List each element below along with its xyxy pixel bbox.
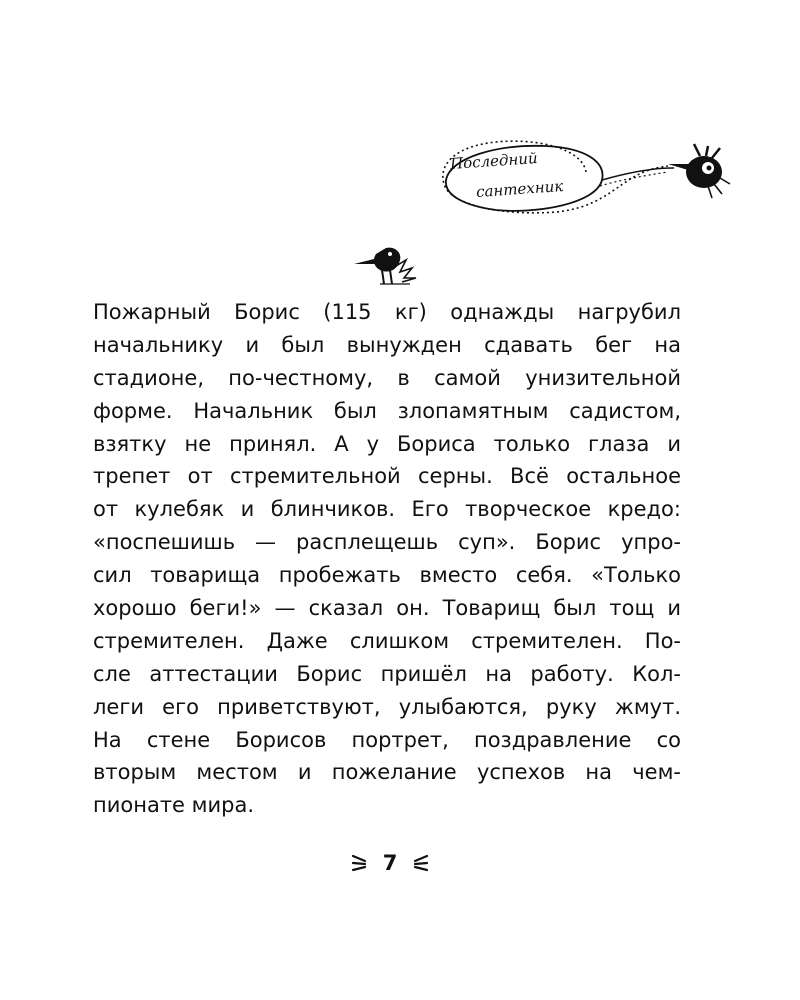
text-line: Пожарный Борис (115 кг) однажды нагрубил	[93, 300, 681, 324]
body-text	[93, 296, 681, 822]
bird-icon	[350, 240, 422, 286]
text-line: взятку не принял. А у Бориса только глаза и	[93, 431, 681, 456]
header-badge	[436, 128, 736, 228]
left-chevron-ornament-icon	[351, 853, 369, 873]
badge-outline	[436, 128, 736, 228]
bird-ornament	[350, 240, 422, 286]
text-line: начальнику и был вынужден сдавать бег на	[93, 332, 681, 357]
text-line: трепет от стремительной серны. Всё остальное	[93, 464, 681, 489]
right-chevron-ornament-icon	[411, 853, 429, 873]
text-line: «поспешишь — расплещешь суп». Борис упро-	[93, 530, 681, 555]
text-line: леги его приветствуют, улыбаются, руку жмут.	[93, 694, 681, 719]
text-line: сле аттестации Борис пришёл на работу. Кол-	[93, 661, 681, 686]
text-line: стадионе, по-честному, в самой унизительной	[93, 365, 681, 390]
page-number: 7	[382, 851, 398, 875]
text-line: от кулебяк и блинчиков. Его творческое кредо:	[93, 497, 681, 522]
badge-title-line-2: сантехник	[475, 176, 564, 202]
text-line: форме. Начальник был злопамятным садистом,	[93, 398, 681, 423]
text-line: На стене Борисов портрет, поздравление со	[93, 727, 681, 752]
text-line: сил товарища пробежать вместо себя. «Только	[93, 563, 681, 588]
bird-icon	[668, 144, 730, 198]
text-line: стремителен. Даже слишком стремителен. По-	[93, 628, 681, 653]
page-footer	[330, 846, 450, 880]
text-line: пионате мира.	[93, 793, 255, 818]
text-line: хорошо беги!» — сказал он. Товарищ был тощ и	[93, 596, 681, 621]
badge-title-line-1: Последний	[449, 148, 539, 174]
text-line: вторым местом и пожелание успехов на чем-	[93, 760, 681, 785]
